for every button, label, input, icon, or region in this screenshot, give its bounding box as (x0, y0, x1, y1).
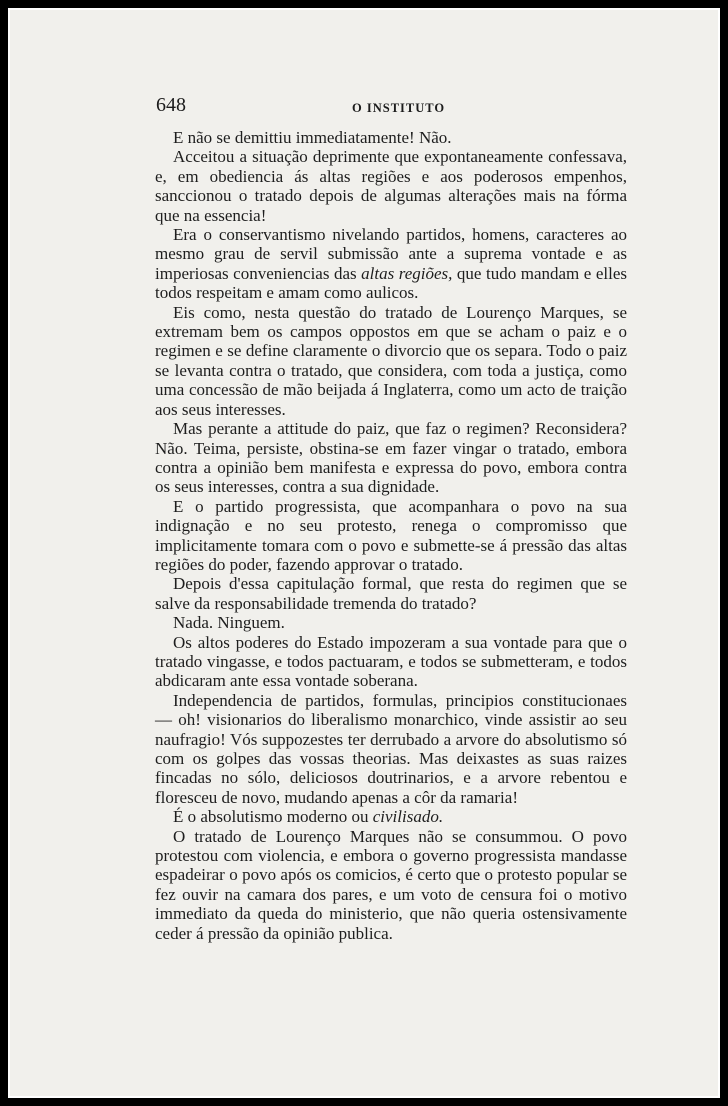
paragraph (155, 225, 627, 303)
paragraph: Acceitou a situação deprimente que expontaneamente confessava, e, em obediencia ás altas regiões e aos poderosos empenhos, sanccionou o tratado depois de algumas alterações mais na fórma que na essencia! (155, 147, 627, 225)
italic-text: altas regiões, (361, 263, 453, 283)
text-run: Era o conservantismo nivelando partidos, homens, caracteres ao mesmo grau de servil submissão ante a suprema vontade e as imperiosas conveniencias das (155, 225, 627, 283)
paragraph (155, 807, 627, 826)
running-head: O INSTITUTO (352, 101, 446, 115)
italic-text: civilisado. (372, 807, 444, 827)
paragraph: Eis como, nesta questão do tratado de Lourenço Marques, se extremam bem os campos oppostos em que se acham o paiz e o regimen e se define claramente o divorcio que os separa. Todo o paiz se levanta contra o tratado, que considera, com toda a justiça, como uma concessão de mão beijada á Inglaterra, como um acto de traição aos seus interesses. (155, 302, 627, 419)
body-text (155, 128, 627, 943)
paragraph: E não se demittiu immediatamente! Não. (173, 128, 452, 147)
paragraph: Mas perante a attitude do paiz, que faz o regimen? Reconsidera? Não. Teima, persiste, obstina-se em fazer vingar o tratado, embora contra a opinião bem manifesta e expressa do povo, embora contra os seus interesses, contra a sua dignidade. (155, 419, 627, 497)
paragraph: E o partido progressista, que acompanhara o povo na sua indignação e no seu protesto, renega o compromisso que implicitamente tomara com o povo e submette-se á pressão das altas regiões do poder, fazendo approvar o tratado. (155, 496, 627, 574)
text-run: É o absolutismo moderno ou (173, 807, 373, 827)
paragraph: Nada. Ninguem. (173, 613, 285, 633)
paragraph: Os altos poderes do Estado impozeram a sua vontade para que o tratado vingasse, e todos pactuaram, e todos se submetteram, e todos abdicaram ante essa vontade soberana. (155, 632, 627, 691)
paragraph: Independencia de partidos, formulas, principios constitucionaes — oh! visionarios do liberalismo monarchico, vinde assistir ao seu naufragio! Vós suppozestes ter derrubado a arvore do absolutismo só com os golpes das vossas theorias. Mas deixastes as suas raizes fincadas no sólo, deliciosos doutrinarios, e a arvore rebentou e floresceu de novo, mudando apenas a côr da ramaria! (155, 690, 627, 807)
text-run: que tudo mandam e elles todos respeitam e amam como aulicos. (155, 263, 627, 303)
paragraph: Depois d'essa capitulação formal, que resta do regimen que se salve da responsabilidade tremenda do tratado? (155, 574, 627, 613)
page-number: 648 (156, 94, 186, 116)
paragraph: O tratado de Lourenço Marques não se consummou. O povo protestou com violencia, e embora o governo progressista mandasse espadeirar o povo após os comicios, é certo que o protesto popular se fez ouvir na camara dos pares, e um voto de censura foi o motivo immediato da queda do ministerio, que não queria ostensivamente ceder á pressão da opinião publica. (155, 826, 627, 943)
